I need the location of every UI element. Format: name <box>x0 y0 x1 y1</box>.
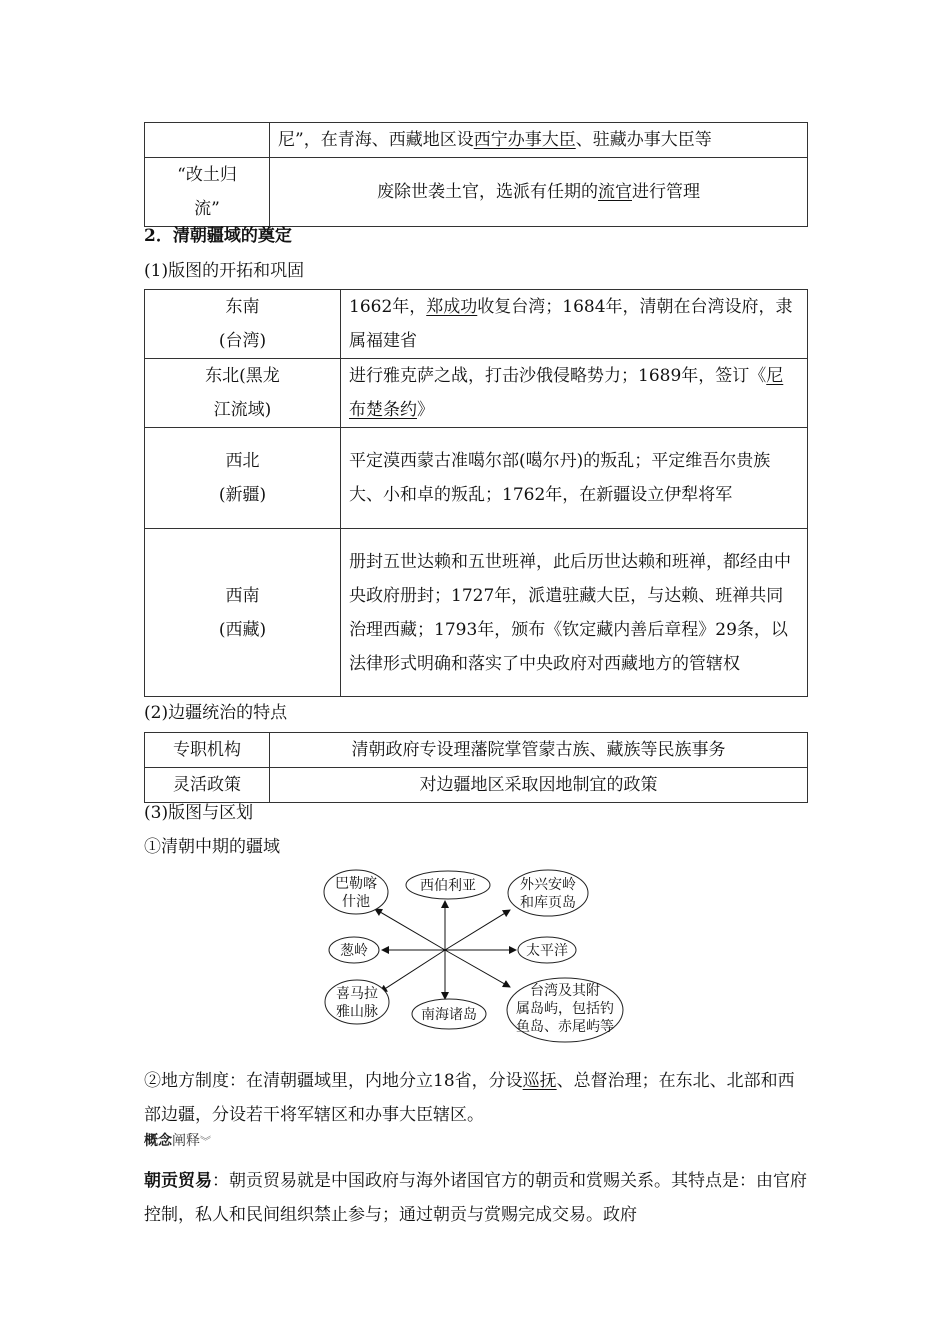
table-row <box>145 733 808 768</box>
concept-explanation-label <box>144 1128 211 1155</box>
subsection-heading: (3)版图与区划 <box>144 803 254 823</box>
arrow-northwest <box>375 909 445 950</box>
node-label: 台湾及其附 <box>530 983 600 999</box>
arrow-southwest <box>380 950 445 992</box>
table-row-gaitu-guiliu <box>145 158 808 227</box>
node-label: 喜马拉 <box>336 986 378 1002</box>
region-label: 东北(黑龙 江流域) <box>145 359 341 428</box>
region-text: 平定漠西蒙古准噶尔部(噶尔丹)的叛乱；平定维吾尔贵族大、小和卓的叛乱；1762年，在新疆设立伊犁将军 <box>341 428 808 529</box>
region-text: 1662年，郑成功收复台湾；1684年，清朝在台湾设府，隶属福建省 <box>341 290 808 359</box>
region-text: 册封五世达赖和五世班禅，此后历世达赖和班禅，都经由中央政府册封；1727年，派遣驻藏大臣，与达赖、班禅共同治理西藏；1793年，颁布《钦定藏内善后章程》29条，以法律形式明确和落实了中央政府对西藏地方的管辖权 <box>341 529 808 697</box>
node-label: 属岛屿，包括钓 <box>516 1001 614 1017</box>
section-heading: 2．清朝疆域的奠定 <box>144 226 292 246</box>
table-cell-label: 专职机构 <box>145 733 270 768</box>
subsection-heading: (1)版图的开拓和巩固 <box>144 261 305 281</box>
region-label: 西北 (新疆) <box>145 428 341 529</box>
node-label: 鱼岛、赤尾屿等 <box>516 1019 614 1035</box>
territory-table <box>144 289 808 697</box>
node-label: 什池 <box>342 894 370 910</box>
table2-row-heilongjiang <box>145 359 808 428</box>
territory-diagram <box>300 865 640 1050</box>
table-cell-label: 灵活政策 <box>145 768 270 803</box>
region-label: 西南 (西藏) <box>145 529 341 697</box>
concept-sub-label: 阐释 <box>172 1133 200 1149</box>
node-label: 南海诸岛 <box>421 1007 477 1023</box>
table2-row-tibet <box>145 529 808 697</box>
definition: ：朝贡贸易就是中国政府与海外诸国官方的朝贡和赏赐关系。其特点是：由官府控制，私人和民间组织禁止参与；通过朝贡与赏赐完成交易。政府 <box>144 1171 807 1225</box>
frontier-policy-table <box>144 122 808 227</box>
table-cell-label <box>145 123 270 158</box>
governance-table <box>144 732 808 803</box>
node-label: 雅山脉 <box>336 1004 378 1020</box>
table2-row-taiwan <box>145 290 808 359</box>
table-cell-text: 尼”，在青海、西藏地区设西宁办事大臣、驻藏办事大臣等 <box>270 123 808 158</box>
tribute-trade-paragraph <box>144 1164 808 1232</box>
table-cell-text: 对边疆地区采取因地制宜的政策 <box>270 768 808 803</box>
region-text: 进行雅克萨之战，打击沙俄侵略势力；1689年，签订《尼布楚条约》 <box>341 359 808 428</box>
diagram-arrows <box>375 901 516 999</box>
subsection-heading: (2)边疆统治的特点 <box>144 703 288 723</box>
table2-row-xinjiang <box>145 428 808 529</box>
arrow-northeast <box>445 910 510 950</box>
chevron-down-icon: ︾ <box>200 1135 211 1148</box>
arrow-southeast <box>445 950 510 987</box>
node-label: 巴勒喀 <box>335 876 377 892</box>
node-label: 葱岭 <box>340 943 368 959</box>
table-cell-text: 废除世袭土官，选派有任期的流官进行管理 <box>270 158 808 227</box>
node-label: 太平洋 <box>526 943 568 959</box>
table-cell-text: 清朝政府专设理藩院掌管蒙古族、藏族等民族事务 <box>270 733 808 768</box>
term: 朝贡贸易 <box>144 1171 212 1191</box>
node-label: 西伯利亚 <box>420 878 476 894</box>
node-label: 和库页岛 <box>520 895 576 911</box>
table-cell-label: “改土归 流” <box>145 158 270 227</box>
node-label: 外兴安岭 <box>520 877 576 893</box>
local-system-paragraph: ②地方制度：在清朝疆域里，内地分立18省，分设巡抚、总督治理；在东北、北部和西部边疆，分设若干将军辖区和办事大臣辖区。 <box>144 1071 795 1125</box>
concept-label: 概念 <box>144 1133 172 1149</box>
table-row <box>145 123 808 158</box>
region-label: 东南 (台湾) <box>145 290 341 359</box>
item-heading: ①清朝中期的疆域 <box>144 837 280 857</box>
